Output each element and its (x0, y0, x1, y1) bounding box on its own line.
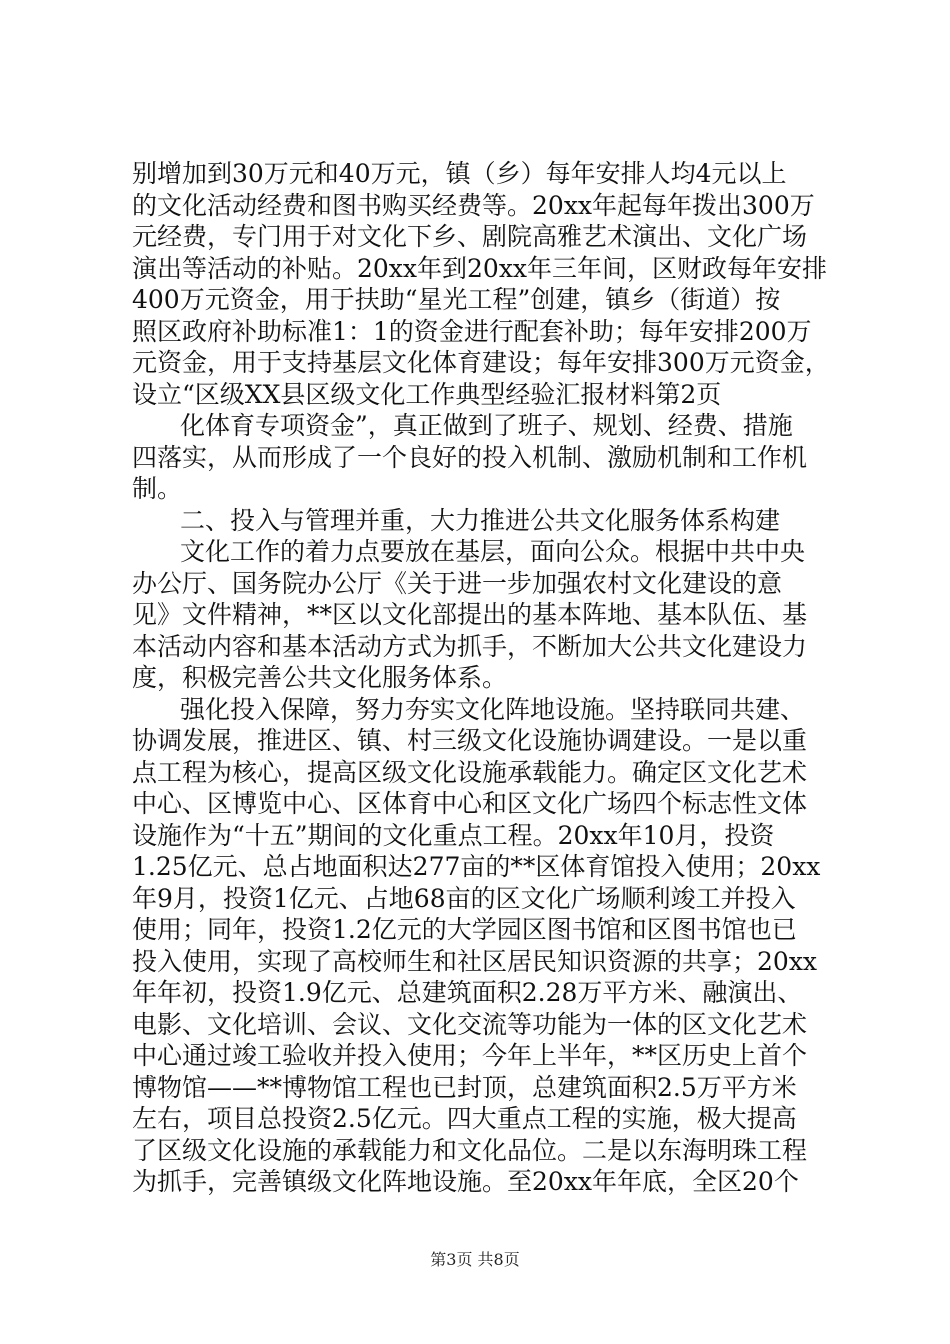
text-line: 元资金，用于支持基层文化体育建设；每年安排300万元资金， (132, 348, 830, 377)
text-line: 中心、区博览中心、区体育中心和区文化广场四个标志性文体 (132, 789, 808, 818)
text-line: 协调发展，推进区、镇、村三级文化设施协调建设。一是以重 (132, 726, 808, 755)
text-line: 演出等活动的补贴。20xx年到20xx年三年间，区财政每年安排 (132, 253, 828, 283)
text-line: 电影、文化培训、会议、文化交流等功能为一体的区文化艺术 (132, 1009, 808, 1039)
text-line: 投入使用，实现了高校师生和社区居民知识资源的共享；20xx (132, 946, 818, 976)
text-line: 制。 (132, 474, 183, 503)
text-line: 中心通过竣工验收并投入使用；今年上半年，**区历史上首个 (132, 1041, 808, 1070)
text-line: 使用；同年，投资1.2亿元的大学园区图书馆和区图书馆也已 (132, 915, 797, 944)
text-line: 为抓手，完善镇级文化阵地设施。至20xx年年底，全区20个 (132, 1167, 799, 1196)
text-line: 办公厅、国务院办公厅《关于进一步加强农村文化建设的意 (132, 568, 783, 598)
document-body (132, 158, 832, 1198)
text-line: 年年初，投资1.9亿元、总建筑面积2.28万平方米、融演出、 (132, 978, 803, 1007)
text-line: 二、投入与管理并重，大力推进公共文化服务体系构建 (180, 505, 781, 535)
text-line: 见》文件精神，**区以文化部提出的基本阵地、基本队伍、基 (132, 600, 808, 629)
text-line: 文化工作的着力点要放在基层，面向公众。根据中共中央 (180, 537, 806, 566)
text-line: 元经费，专门用于对文化下乡、剧院高雅艺术演出、文化广场 (132, 222, 808, 251)
text-line: 强化投入保障，努力夯实文化阵地设施。坚持联同共建、 (180, 694, 806, 724)
text-line: 1.25亿元、总占地面积达277亩的**区体育馆投入使用；20xx (132, 852, 821, 881)
text-line: 本活动内容和基本活动方式为抓手，不断加大公共文化建设力 (132, 631, 808, 661)
text-line: 化体育专项资金”，真正做到了班子、规划、经费、措施 (180, 411, 793, 440)
text-line: 点工程为核心，提高区级文化设施承载能力。确定区文化艺术 (132, 757, 808, 787)
text-line: 年9月，投资1亿元、占地68亩的区文化广场顺利竣工并投入 (132, 883, 796, 913)
text-line: 四落实，从而形成了一个良好的投入机制、激励机制和工作机 (132, 442, 808, 472)
text-line: 的文化活动经费和图书购买经费等。20xx年起每年拨出300万 (132, 190, 815, 220)
text-line: 度，积极完善公共文化服务体系。 (132, 663, 508, 692)
text-line: 别增加到30万元和40万元，镇（乡）每年安排人均4元以上 (132, 159, 787, 188)
text-line: 照区政府补助标准1：1的资金进行配套补助；每年安排200万 (132, 316, 812, 346)
text-line: 400万元资金，用于扶助“星光工程”创建，镇乡（街道）按 (132, 285, 781, 314)
page-footer: 第3页 共8页 (430, 1250, 520, 1269)
text-line: 设立“区级XX县区级文化工作典型经验汇报材料第2页 (132, 379, 722, 409)
text-line: 左右，项目总投资2.5亿元。四大重点工程的实施，极大提高 (132, 1104, 797, 1133)
text-line: 博物馆——**博物馆工程也已封顶，总建筑面积2.5万平方米 (132, 1072, 797, 1102)
text-line: 了区级文化设施的承载能力和文化品位。二是以东海明珠工程 (132, 1135, 808, 1165)
text-line: 设施作为“十五”期间的文化重点工程。20xx年10月，投资 (132, 820, 775, 850)
